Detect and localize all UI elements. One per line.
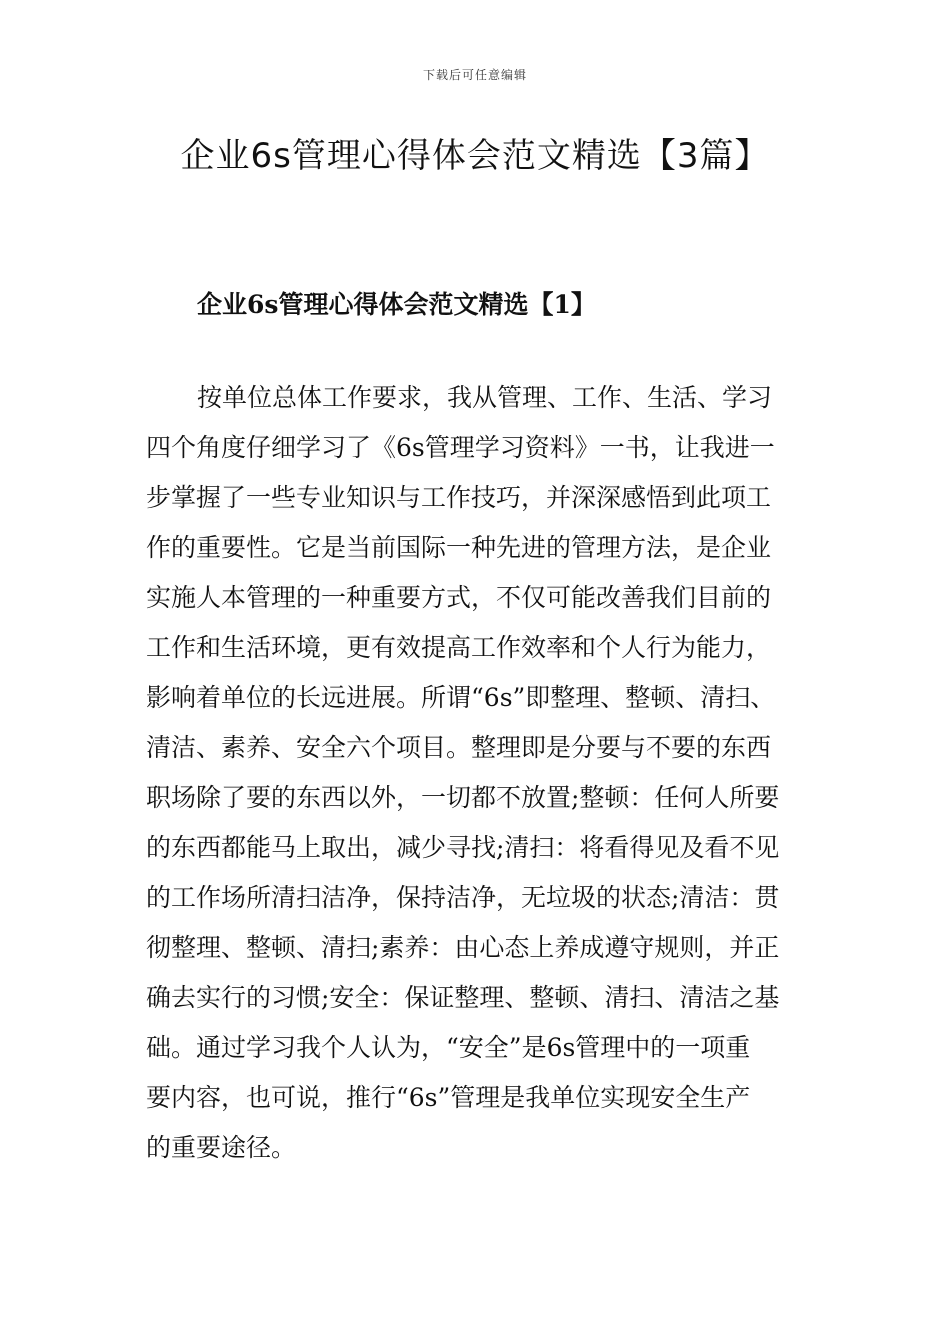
document-title: 企业6s管理心得体会范文精选【3篇】 [180,136,770,176]
paragraph-line: 按单位总体工作要求，我从管理、工作、生活、学习 [197,383,773,412]
paragraph-line: 的东西都能马上取出，减少寻找;清扫：将看得见及看不见 [146,833,780,862]
paragraph-line: 的工作场所清扫洁净，保持洁净，无垃圾的状态;清洁：贯 [146,883,780,912]
paragraph-line: 确去实行的习惯;安全：保证整理、整顿、清扫、清洁之基 [146,983,780,1012]
paragraph-line: 要内容，也可说，推行“6s”管理是我单位实现安全生产 [146,1083,751,1112]
section-heading: 企业6s管理心得体会范文精选【1】 [197,290,596,319]
paragraph-line: 步掌握了一些专业知识与工作技巧，并深深感悟到此项工 [146,483,772,512]
paragraph-line: 实施人本管理的一种重要方式，不仅可能改善我们目前的 [146,583,772,612]
paragraph-line: 彻整理、整顿、清扫;素养：由心态上养成遵守规则，并正 [146,933,780,962]
paragraph-line: 工作和生活环境，更有效提高工作效率和个人行为能力， [146,633,772,662]
paragraph-line: 影响着单位的长远进展。所谓“6s”即整理、整顿、清扫、 [146,683,776,712]
paragraph-line: 的重要途径。 [146,1133,297,1162]
paragraph-line: 作的重要性。它是当前国际一种先进的管理方法，是企业 [146,533,772,562]
paragraph-line: 清洁、素养、安全六个项目。整理即是分要与不要的东西 [146,733,772,762]
paragraph-line: 四个角度仔细学习了《6s管理学习资料》一书，让我进一 [146,433,775,462]
header-note: 下载后可任意编辑 [422,68,527,82]
body-paragraph [146,380,826,1180]
paragraph-line: 础。通过学习我个人认为，“安全”是6s管理中的一项重 [146,1033,751,1062]
paragraph-line: 职场除了要的东西以外，一切都不放置;整顿：任何人所要 [146,783,780,812]
